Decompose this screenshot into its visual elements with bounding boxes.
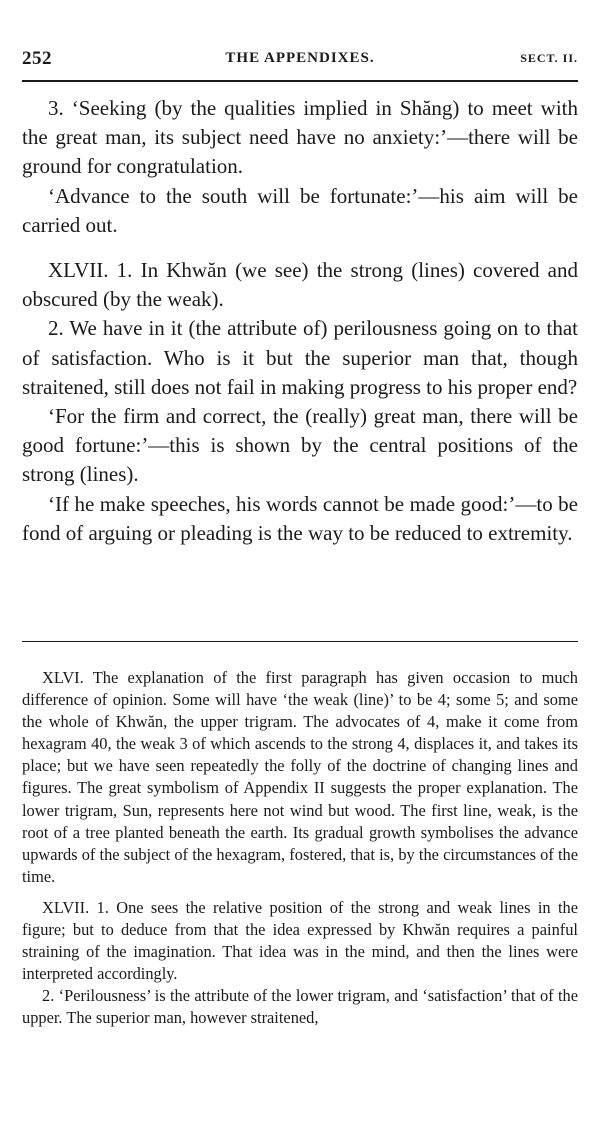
note-paragraph: XLVI. The explanation of the first paragraph has given occasion to much difference of opinion. Some will have ‘the weak (line)’ to be 4; some 5; and some the whole of Khwăn, the upper trigram. The advocates of 4, make it come from hexagram 40, the weak 3 of which ascends to the strong 4, displaces it, and takes its place; but we have seen repeatedly the folly of the doctrine of changing lines and figures. The great symbolism of Appendix II suggests the proper explanation. The lower trigram, Sun, represents here not wind but wood. The first line, weak, is the root of a tree planted beneath the earth. Its gradual growth symbolises the advance upwards of the subject of the hexagram, fostered, that is, by the circumstances of the time. — [22, 668, 578, 886]
note-paragraph: XLVII. 1. One sees the relative position of the strong and weak lines in the figure; but to deduce from that the idea expressed by Khwăn requires a painful straining of the imagination. That idea was in the mind, and then the lines were interpreted accordingly. — [22, 897, 578, 984]
running-title: THE APPENDIXES. — [225, 50, 375, 66]
footnote-rule — [22, 641, 578, 642]
note-paragraph: 2. ‘Perilousness’ is the attribute of the lower trigram, and ‘satisfaction’ that of the upper. The superior man, however straitened, — [22, 986, 578, 1028]
main-text — [22, 94, 578, 548]
main-paragraph: 2. We have in it (the attribute of) perilousness going on to that of satisfaction. Who is it but the superior man that, though straitened, still does not fail in making progress to his proper end? — [22, 316, 578, 399]
section-mark: SECT. II. — [520, 51, 578, 65]
main-paragraph: XLVII. 1. In Khwăn (we see) the strong (lines) covered and obscured (by the weak). — [22, 258, 578, 312]
main-paragraph: ‘If he make speeches, his words cannot be made good:’—to be fond of arguing or pleading is the way to be reduced to extremity. — [22, 491, 578, 545]
header-rule — [22, 80, 578, 82]
page-header — [22, 48, 578, 70]
main-paragraph: 3. ‘Seeking (by the qualities implied in Shăng) to meet with the great man, its subject need have no anxiety:’—there will be ground for congratulation. — [22, 96, 578, 179]
main-paragraph: ‘Advance to the south will be fortunate:’—his aim will be carried out. — [22, 183, 578, 237]
main-paragraph: ‘For the firm and correct, the (really) great man, there will be good fortune:’—this is shown by the central positions of the strong (lines). — [22, 404, 578, 487]
notes — [22, 667, 578, 1030]
page-number: 252 — [22, 48, 52, 69]
